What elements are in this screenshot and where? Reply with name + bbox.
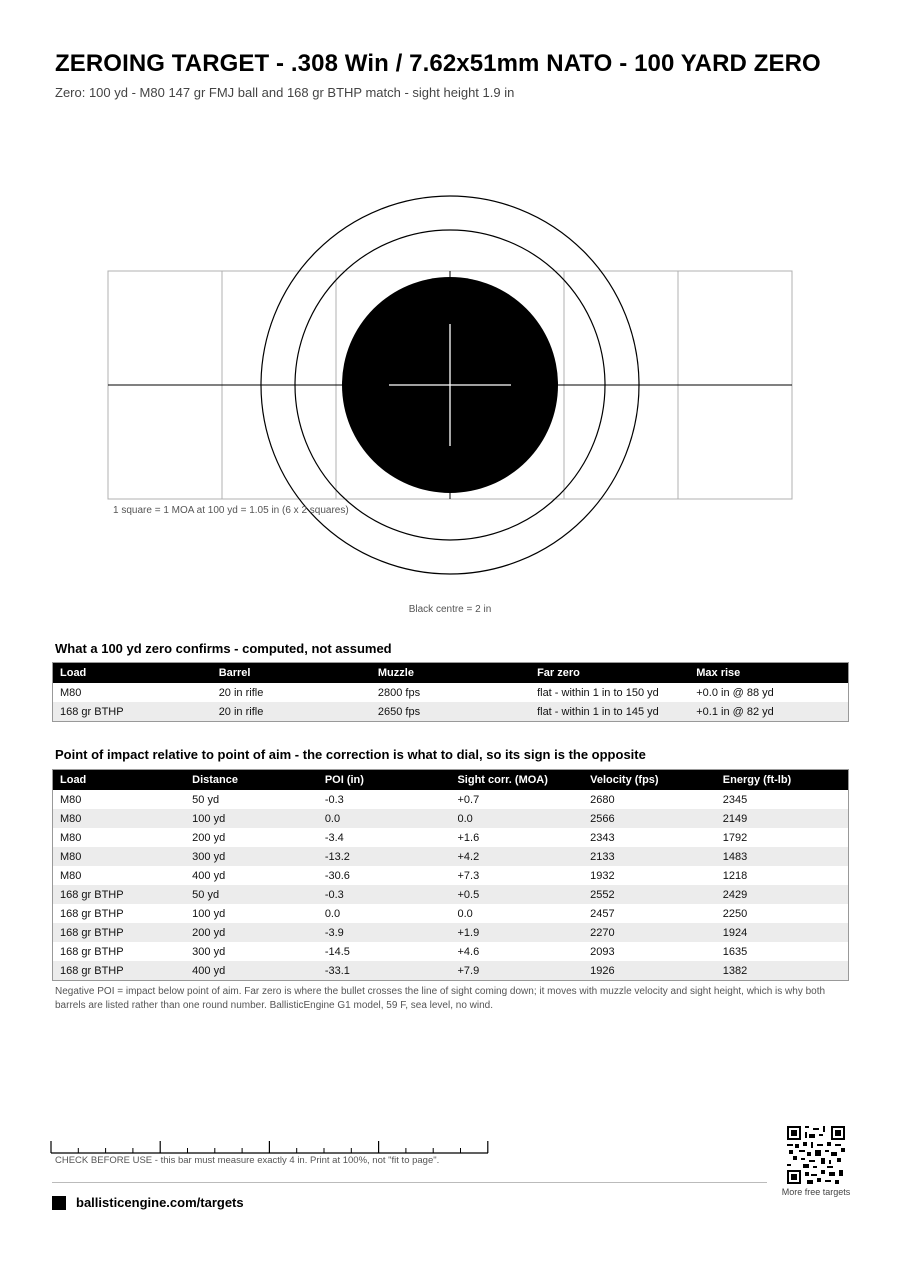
table-cell: 2552 <box>583 885 716 904</box>
table-row <box>53 828 849 847</box>
column-header: Velocity (fps) <box>583 770 716 791</box>
table-cell: 1483 <box>716 847 849 866</box>
table-cell: M80 <box>53 809 186 828</box>
column-header: Far zero <box>530 663 689 684</box>
column-header: Energy (ft-lb) <box>716 770 849 791</box>
table-cell: 1218 <box>722 869 748 882</box>
table-header-row <box>53 770 849 791</box>
table-cell: 2149 <box>716 809 849 828</box>
column-header: Distance <box>185 770 318 791</box>
table-cell: 2345 <box>722 793 748 806</box>
zero-table-heading: What a 100 yd zero confirms - computed, not assumed <box>55 641 392 656</box>
table-row <box>53 847 849 866</box>
table-cell: 0.0 <box>457 907 473 920</box>
table-row <box>53 923 849 942</box>
table-row <box>53 961 849 981</box>
table-row <box>53 683 849 702</box>
page-subtitle: Zero: 100 yd - M80 147 gr FMJ ball and 168 gr BTHP match - sight height 1.9 in <box>55 85 515 100</box>
table-header-row <box>53 663 849 684</box>
poi-table <box>52 769 849 981</box>
zero-table <box>52 662 849 722</box>
table-cell: 400 yd <box>192 869 226 882</box>
table-cell: 200 yd <box>192 831 226 844</box>
table-cell: -3.4 <box>324 831 344 844</box>
table-cell: 168 gr BTHP <box>60 907 124 920</box>
table-cell: 50 yd <box>185 885 318 904</box>
table-cell: 2457 <box>590 907 615 920</box>
centre-caption: Black centre = 2 in <box>408 604 492 615</box>
table-cell: -33.1 <box>318 961 451 981</box>
table-cell: flat - within 1 in to 150 yd <box>537 686 659 699</box>
table-cell: 100 yd <box>192 907 226 920</box>
table-cell: -3.9 <box>318 923 451 942</box>
table-cell: 300 yd <box>185 847 318 866</box>
table-cell: 2093 <box>590 945 615 958</box>
qr-code-icon[interactable] <box>787 1126 845 1184</box>
table-cell: 1635 <box>722 945 748 958</box>
table-cell: 200 yd <box>185 923 318 942</box>
table-cell: +0.0 in @ 88 yd <box>696 686 774 699</box>
footer-divider <box>52 1182 767 1183</box>
table-cell: 2250 <box>722 907 748 920</box>
table-cell: 0.0 <box>450 809 583 828</box>
table-cell: +7.9 <box>450 961 583 981</box>
table-row <box>53 885 849 904</box>
table-cell: -14.5 <box>324 945 350 958</box>
table-cell: 2133 <box>583 847 716 866</box>
column-header: Sight corr. (MOA) <box>450 770 583 791</box>
table-cell: -30.6 <box>324 869 350 882</box>
table-cell: M80 <box>60 793 82 806</box>
brand-url-link[interactable]: ballisticengine.com/targets <box>76 1195 244 1210</box>
grid-caption: 1 square = 1 MOA at 100 yd = 1.05 in (6 x 2 squares) <box>113 505 349 516</box>
table-cell: 2800 fps <box>377 686 421 699</box>
table-cell: 2429 <box>716 885 849 904</box>
table-cell: 2270 <box>583 923 716 942</box>
table-cell: -13.2 <box>318 847 451 866</box>
table-cell: 100 yd <box>185 809 318 828</box>
table-cell: 2343 <box>590 831 615 844</box>
table-cell: +0.7 <box>457 793 480 806</box>
table-cell: +4.2 <box>450 847 583 866</box>
table-cell: 20 in rifle <box>212 702 371 722</box>
table-cell: 168 gr BTHP <box>53 702 212 722</box>
table-cell: 1382 <box>716 961 849 981</box>
table-cell: 2566 <box>583 809 716 828</box>
table-cell: 168 gr BTHP <box>53 923 186 942</box>
table-cell: M80 <box>53 847 186 866</box>
table-cell: 168 gr BTHP <box>53 961 186 981</box>
brand-logo <box>52 1196 66 1210</box>
table-cell: 20 in rifle <box>218 686 264 699</box>
table-cell: 168 gr BTHP <box>53 885 186 904</box>
table-cell: 2680 <box>590 793 615 806</box>
table-cell: 1924 <box>716 923 849 942</box>
table-cell: 1792 <box>722 831 748 844</box>
table-cell: +1.9 <box>450 923 583 942</box>
table-row <box>53 790 849 809</box>
column-header: Barrel <box>212 663 371 684</box>
page-title: ZEROING TARGET - .308 Win / 7.62x51mm NATO - 100 YARD ZERO <box>55 50 821 77</box>
table-cell: 400 yd <box>185 961 318 981</box>
table-cell: M80 <box>60 831 82 844</box>
table-cell: +7.3 <box>457 869 480 882</box>
table-cell: 1932 <box>590 869 615 882</box>
table-cell: +1.6 <box>457 831 480 844</box>
table-cell: +4.6 <box>457 945 480 958</box>
table-cell: 0.0 <box>318 809 451 828</box>
scale-caption: CHECK BEFORE USE - this bar must measure exactly 4 in. Print at 100%, not "fit to page". <box>55 1155 440 1166</box>
table-row <box>53 866 849 885</box>
column-header: Load <box>53 770 186 791</box>
column-header: POI (in) <box>318 770 451 791</box>
table-cell: 50 yd <box>192 793 220 806</box>
table-cell: +0.1 in @ 82 yd <box>689 702 848 722</box>
table-cell: 0.0 <box>324 907 341 920</box>
table-row <box>53 809 849 828</box>
poi-table-heading: Point of impact relative to point of aim - the correction is what to dial, so its sign is the opposite <box>55 747 646 762</box>
table-row <box>53 904 849 923</box>
table-row <box>53 702 849 722</box>
table-row <box>53 942 849 961</box>
column-header: Muzzle <box>371 663 530 684</box>
column-header: Max rise <box>689 663 848 684</box>
table-cell: flat - within 1 in to 145 yd <box>530 702 689 722</box>
table-cell: 300 yd <box>192 945 226 958</box>
column-header: Load <box>53 663 212 684</box>
footnote: Negative POI = impact below point of aim. Far zero is where the bullet crosses the line of sight coming down; it moves with muzzle velocity and sight height, which is why both barrels are listed rather than one round number. BallisticEngine G1 model, 59 F, sea level, no wind. <box>55 986 826 1011</box>
table-cell: M80 <box>60 686 82 699</box>
qr-caption: More free targets <box>781 1187 851 1197</box>
table-cell: 168 gr BTHP <box>60 945 124 958</box>
table-cell: 2650 fps <box>371 702 530 722</box>
table-cell: +0.5 <box>450 885 583 904</box>
scale-bar <box>50 1138 492 1156</box>
table-cell: -0.3 <box>324 793 344 806</box>
table-cell: M80 <box>60 869 82 882</box>
table-cell: 1926 <box>583 961 716 981</box>
table-cell: -0.3 <box>318 885 451 904</box>
